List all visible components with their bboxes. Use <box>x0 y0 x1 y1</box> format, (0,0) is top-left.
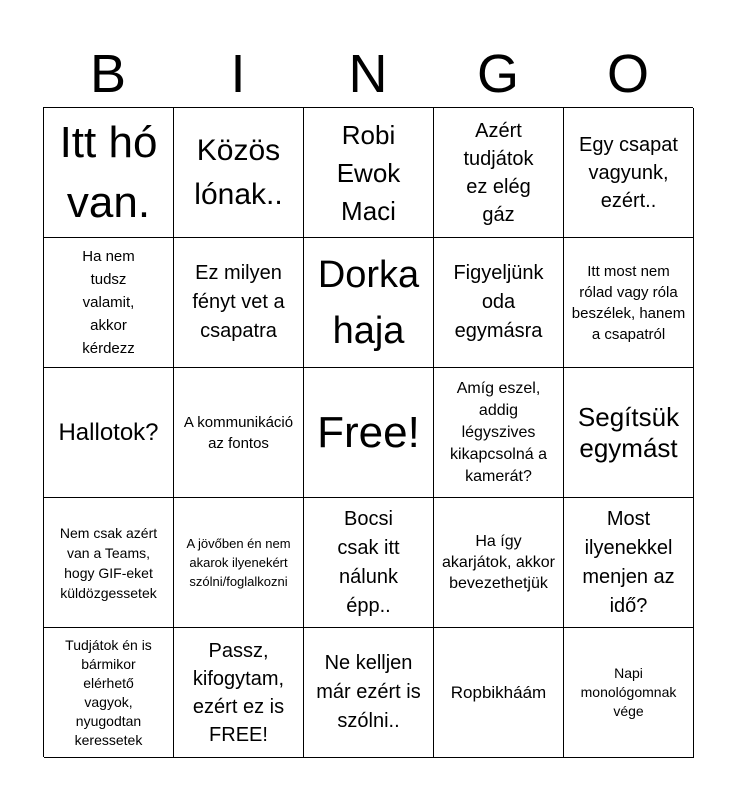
bingo-cell[interactable] <box>174 238 304 368</box>
bingo-grid <box>43 107 693 757</box>
bingo-cell[interactable] <box>174 368 304 498</box>
bingo-cell[interactable] <box>174 108 304 238</box>
bingo-cell[interactable] <box>174 628 304 758</box>
cell-text: Napi monológomnak vége <box>580 665 677 719</box>
cell-text: Robi Ewok Maci <box>336 119 401 226</box>
cell-text: Ha nem tudsz valamit, akkor kérdezz <box>82 248 135 357</box>
cell-text: Passz, kifogytam, ezért ez is FREE! <box>192 639 285 746</box>
header-letter-o: O <box>606 44 649 104</box>
header-letter-g: G <box>476 44 519 104</box>
cell-text: A kommunikáció az fontos <box>183 413 294 452</box>
bingo-cell[interactable] <box>304 628 434 758</box>
bingo-cell[interactable] <box>434 238 564 368</box>
bingo-cell[interactable] <box>304 108 434 238</box>
cell-text: A jövőben én nem akarok ilyenekért szólni/foglalkozni <box>186 536 291 589</box>
bingo-cell[interactable] <box>564 368 694 498</box>
bingo-cell[interactable] <box>434 628 564 758</box>
cell-text: Közös lónak.. <box>194 133 283 211</box>
cell-text: Azért tudjátok ez elég gáz <box>463 119 534 226</box>
bingo-cell[interactable] <box>44 628 174 758</box>
bingo-cell[interactable] <box>304 498 434 628</box>
bingo-cell[interactable] <box>304 368 434 498</box>
cell-text: Bocsi csak itt nálunk épp.. <box>337 507 400 617</box>
cell-text: Ropbikháám <box>450 683 547 702</box>
cell-text: Ez milyen fényt vet a csapatra <box>192 262 285 342</box>
bingo-cell[interactable] <box>564 498 694 628</box>
bingo-cell[interactable] <box>564 628 694 758</box>
cell-text: Figyeljünk oda egymásra <box>453 262 544 342</box>
bingo-cell[interactable] <box>44 368 174 498</box>
bingo-cell[interactable] <box>564 108 694 238</box>
cell-text: Nem csak azért van a Teams, hogy GIF-eket küldözgessetek <box>59 524 158 601</box>
cell-text: Tudjátok én is bármikor elérhető vagyok, nyugodtan keressetek <box>65 636 152 748</box>
cell-text: Itt hó van. <box>59 117 158 227</box>
cell-text: Ha így akarjátok, akkor bevezethetjük <box>442 533 555 592</box>
cell-text: Itt most nem rólad vagy róla beszélek, hanem a csapatról <box>571 262 686 343</box>
header-letter-n: N <box>348 44 388 104</box>
header-letter-b: B <box>89 44 127 104</box>
bingo-cell[interactable] <box>44 238 174 368</box>
bingo-cell[interactable] <box>434 368 564 498</box>
cell-text: Free! <box>317 407 420 457</box>
bingo-cell[interactable] <box>44 498 174 628</box>
cell-text: Amíg eszel, addig légyszives kikapcsolná a kamerát? <box>450 379 547 485</box>
bingo-header <box>43 42 693 106</box>
bingo-cell[interactable] <box>304 238 434 368</box>
bingo-cell[interactable] <box>434 108 564 238</box>
cell-text: Dorka haja <box>317 253 420 352</box>
bingo-cell[interactable] <box>174 498 304 628</box>
cell-text: Hallotok? <box>58 418 159 446</box>
header-letter-i: I <box>230 44 246 104</box>
cell-text: Ne kelljen már ezért is szólni.. <box>316 652 421 732</box>
bingo-cell[interactable] <box>564 238 694 368</box>
cell-text: Segítsük egymást <box>577 401 680 463</box>
bingo-cell[interactable] <box>44 108 174 238</box>
bingo-cell[interactable] <box>434 498 564 628</box>
cell-text: Most ilyenekkel menjen az idő? <box>582 507 675 617</box>
cell-text: Egy csapat vagyunk, ezért.. <box>579 133 678 212</box>
